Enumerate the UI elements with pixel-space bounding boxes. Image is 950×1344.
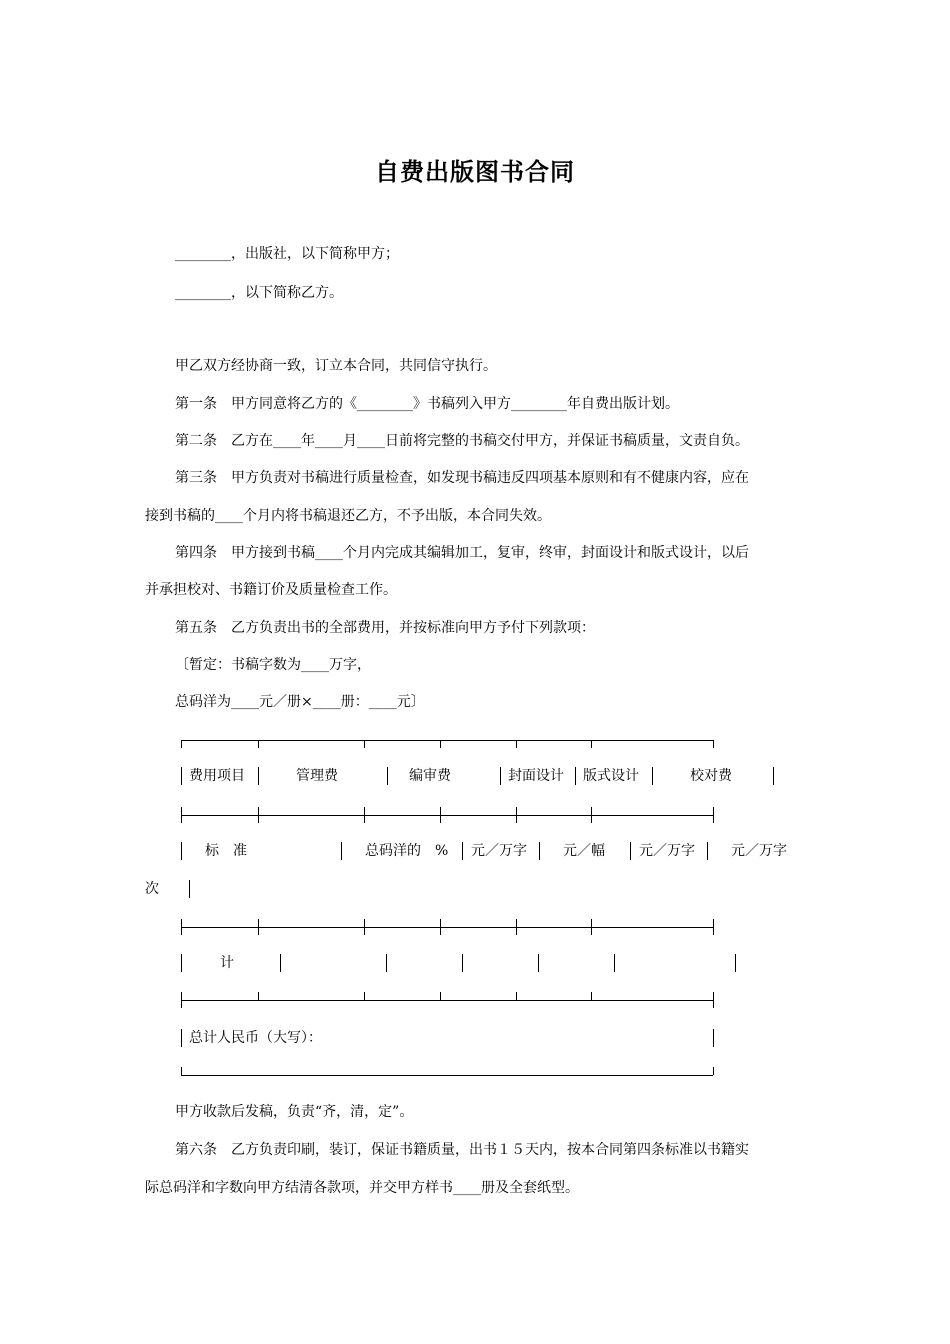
table-tick xyxy=(713,740,714,748)
table-tick xyxy=(516,992,517,1000)
table-tick xyxy=(591,992,592,1000)
table-rule xyxy=(181,740,713,741)
cell-divider xyxy=(707,842,708,860)
total-label: 计 xyxy=(220,955,234,971)
table-tick xyxy=(591,740,592,748)
table-tick xyxy=(181,992,182,1008)
header-management-fee: 管理费 xyxy=(296,768,338,784)
cell-divider xyxy=(462,954,463,972)
table-tick xyxy=(713,919,714,935)
article-3-line-2: 接到书稿的____个月内将书稿退还乙方，不予出版，本合同失效。 xyxy=(145,508,551,524)
document-title: 自费出版图书合同 xyxy=(375,157,575,186)
table-tick xyxy=(181,1067,182,1075)
table-tick xyxy=(364,919,365,935)
table-tick xyxy=(440,807,441,823)
article-2: 第二条 乙方在____年____月____日前将完整的书稿交付甲方，并保证书稿质量，文责自负。 xyxy=(175,433,749,449)
header-fee-item: 费用项目 xyxy=(189,768,245,784)
cell-divider xyxy=(575,767,576,785)
table-tick xyxy=(591,807,592,823)
intro-line: 甲乙双方经协商一致，订立本合同，共同信守执行。 xyxy=(175,358,497,374)
cell-divider xyxy=(462,842,463,860)
cell-divider xyxy=(181,842,182,860)
table-tick xyxy=(364,992,365,1000)
cell-divider xyxy=(652,767,653,785)
grand-total-label: 总计人民币（大写）： xyxy=(189,1030,322,1046)
cell-divider xyxy=(386,954,387,972)
header-layout-design: 版式设计 xyxy=(583,768,639,784)
article-5-note-2: 总码洋为____元／册×____册：____元〕 xyxy=(175,694,425,710)
cell-divider xyxy=(387,767,388,785)
table-tick xyxy=(516,919,517,935)
table-tick xyxy=(258,919,259,935)
table-tick xyxy=(516,740,517,748)
standard-label: 标 准 xyxy=(205,843,247,859)
cell-divider xyxy=(181,767,182,785)
article-4-line-2: 并承担校对、书籍订价及质量检查工作。 xyxy=(145,582,397,598)
standard-proofreading: 元／万字 xyxy=(731,843,787,859)
table-tick xyxy=(591,919,592,935)
table-tick xyxy=(516,807,517,823)
article-6-line-1: 第六条 乙方负责印刷，装订，保证书籍质量，出书１５天内，按本合同第四条标准以书籍实 xyxy=(175,1142,749,1158)
table-rule xyxy=(181,1075,713,1076)
standard-layout: 元／万字 xyxy=(639,843,695,859)
cell-divider xyxy=(539,842,540,860)
cell-divider xyxy=(773,767,774,785)
cell-divider xyxy=(630,842,631,860)
standard-wrap-text: 次 xyxy=(145,881,159,897)
article-1: 第一条 甲方同意将乙方的《________》书稿列入甲方________年自费出版计划。 xyxy=(175,396,679,412)
article-3-line-1: 第三条 甲方负责对书稿进行质量检查，如发现书稿违反四项基本原则和有不健康内容，应在 xyxy=(175,470,749,486)
cell-divider xyxy=(500,767,501,785)
table-tick xyxy=(258,992,259,1000)
table-tick xyxy=(713,807,714,823)
standard-cover: 元／幅 xyxy=(563,843,605,859)
table-tick xyxy=(440,740,441,748)
article-5-note-1: 〔暂定：书稿字数为____万字， xyxy=(175,657,371,673)
table-rule xyxy=(181,815,713,816)
table-tick xyxy=(440,992,441,1000)
header-editing-fee: 编审费 xyxy=(409,768,451,784)
header-cover-design: 封面设计 xyxy=(508,768,564,784)
table-tick xyxy=(181,807,182,823)
cell-divider xyxy=(713,1029,714,1047)
article-4-line-1: 第四条 甲方接到书稿____个月内完成其编辑加工，复审，终审，封面设计和版式设计，以后 xyxy=(175,545,749,561)
table-tick xyxy=(258,740,259,748)
table-tick xyxy=(258,807,259,823)
table-tick xyxy=(713,1067,714,1075)
table-tick xyxy=(364,740,365,748)
cell-divider xyxy=(735,954,736,972)
table-rule xyxy=(181,927,713,928)
table-tick xyxy=(181,919,182,935)
cell-divider xyxy=(181,954,182,972)
party-a-line: ________，出版社，以下简称甲方； xyxy=(175,246,399,262)
table-tick xyxy=(713,992,714,1008)
article-5: 第五条 乙方负责出书的全部费用，并按标准向甲方予付下列款项： xyxy=(175,620,595,636)
table-tick xyxy=(440,919,441,935)
standard-editing: 元／万字 xyxy=(471,843,527,859)
cell-divider xyxy=(258,767,259,785)
cell-divider xyxy=(341,842,342,860)
standard-management: 总码洋的 % xyxy=(365,843,449,859)
party-b-line: ________，以下简称乙方。 xyxy=(175,285,343,301)
cell-divider xyxy=(614,954,615,972)
article-6-line-2: 际总码洋和字数向甲方结清各款项，并交甲方样书____册及全套纸型。 xyxy=(145,1180,579,1196)
cell-divider xyxy=(280,954,281,972)
table-tick xyxy=(364,807,365,823)
table-rule xyxy=(181,1000,713,1001)
cell-divider xyxy=(181,1029,182,1047)
header-proofreading-fee: 校对费 xyxy=(690,768,732,784)
cell-divider xyxy=(189,880,190,898)
cell-divider xyxy=(538,954,539,972)
table-tick xyxy=(181,740,182,748)
after-table-line: 甲方收款后发稿，负责“齐，清，定”。 xyxy=(175,1104,414,1120)
